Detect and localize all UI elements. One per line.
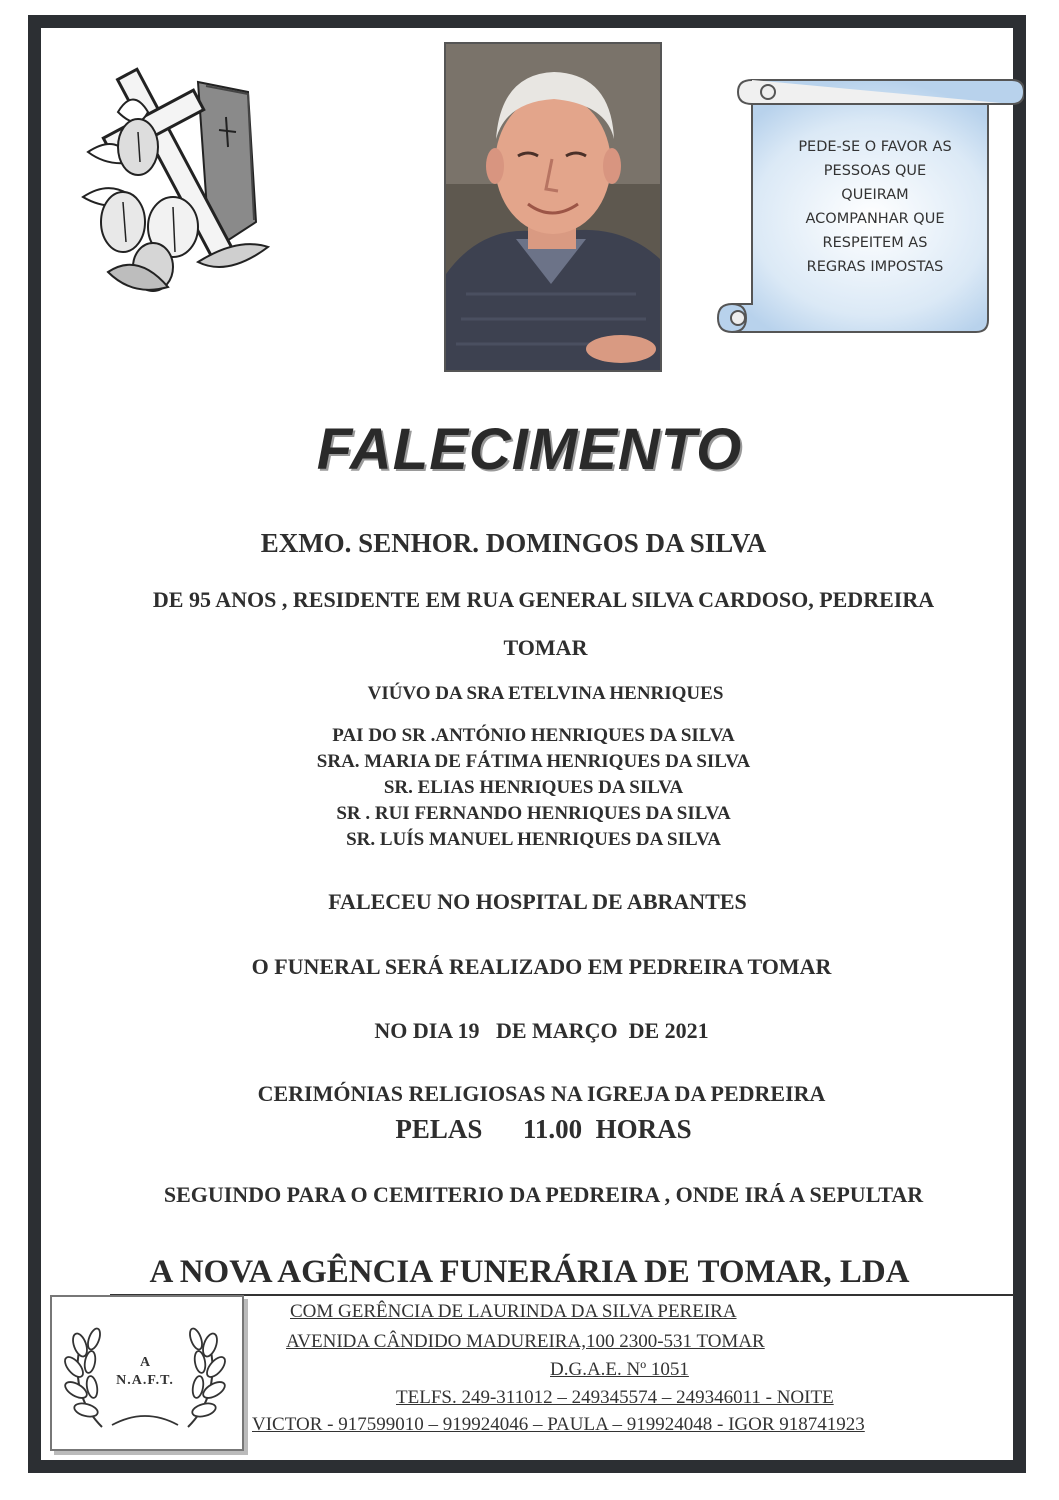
death-place: FALECEU NO HOSPITAL DE ABRANTES — [328, 889, 747, 914]
agency-address: AVENIDA CÂNDIDO MADUREIRA,100 2300-531 TOMAR — [286, 1331, 765, 1352]
scroll-message — [770, 135, 980, 279]
widower-of: VIÚVO DA SRA ETELVINA HENRIQUES — [367, 683, 724, 704]
town: TOMAR — [503, 635, 588, 660]
agency-divider — [110, 1294, 1014, 1296]
agency-contacts: VICTOR - 917599010 – 919924046 – PAULA – 919924048 - IGOR 918741923 — [252, 1414, 865, 1435]
ceremony-time: PELAS 11.00 HORAS — [395, 1114, 692, 1144]
child-name: SR . RUI FERNANDO HENRIQUES DA SILVA — [336, 803, 731, 824]
deceased-name: EXMO. SENHOR. DOMINGOS DA SILVA — [260, 528, 767, 558]
agency-logo — [50, 1295, 244, 1451]
notice-title: FALECIMENTO — [316, 417, 743, 482]
portrait-photo — [444, 42, 662, 372]
child-name: SR. LUÍS MANUEL HENRIQUES DA SILVA — [346, 829, 721, 850]
funeral-date: NO DIA 19 DE MARÇO DE 2021 — [374, 1018, 709, 1043]
child-name: SRA. MARIA DE FÁTIMA HENRIQUES DA SILVA — [316, 751, 751, 772]
child-name: SR. ELIAS HENRIQUES DA SILVA — [383, 777, 684, 798]
laurel-wreath-icon — [52, 1297, 238, 1445]
logo-letter: A — [139, 1355, 151, 1370]
funeral-location: O FUNERAL SERÁ REALIZADO EM PEDREIRA TOMAR — [251, 954, 832, 979]
ceremony-place: CERIMÓNIAS RELIGIOSAS NA IGREJA DA PEDREIRA — [257, 1081, 826, 1106]
agency-name: A NOVA AGÊNCIA FUNERÁRIA DE TOMAR, LDA — [149, 1254, 910, 1290]
scroll-line: PEDE-SE O FAVOR AS — [798, 139, 952, 155]
scroll-line: RESPEITEM AS — [822, 235, 928, 251]
children-list — [4, 723, 1059, 853]
age-residence: DE 95 ANOS , RESIDENTE EM RUA GENERAL SILVA CARDOSO, PEDREIRA — [152, 587, 935, 612]
agency-phones: TELFS. 249-311012 – 249345574 – 249346011 - NOITE — [396, 1387, 834, 1408]
agency-dgae: D.G.A.E. Nº 1051 — [550, 1359, 689, 1380]
scroll-line: ACOMPANHAR QUE — [805, 211, 945, 227]
cross-lily-icon — [78, 52, 278, 302]
burial-info: SEGUINDO PARA O CEMITERIO DA PEDREIRA , ONDE IRÁ A SEPULTAR — [163, 1182, 924, 1207]
scroll-line: QUEIRAM — [841, 187, 909, 203]
agency-management: COM GERÊNCIA DE LAURINDA DA SILVA PEREIRA — [290, 1301, 737, 1322]
scroll-line: REGRAS IMPOSTAS — [806, 259, 944, 275]
child-name: PAI DO SR .ANTÓNIO HENRIQUES DA SILVA — [332, 725, 735, 746]
logo-text: N.A.F.T. — [116, 1373, 174, 1388]
scroll-line: PESSOAS QUE — [823, 163, 927, 179]
